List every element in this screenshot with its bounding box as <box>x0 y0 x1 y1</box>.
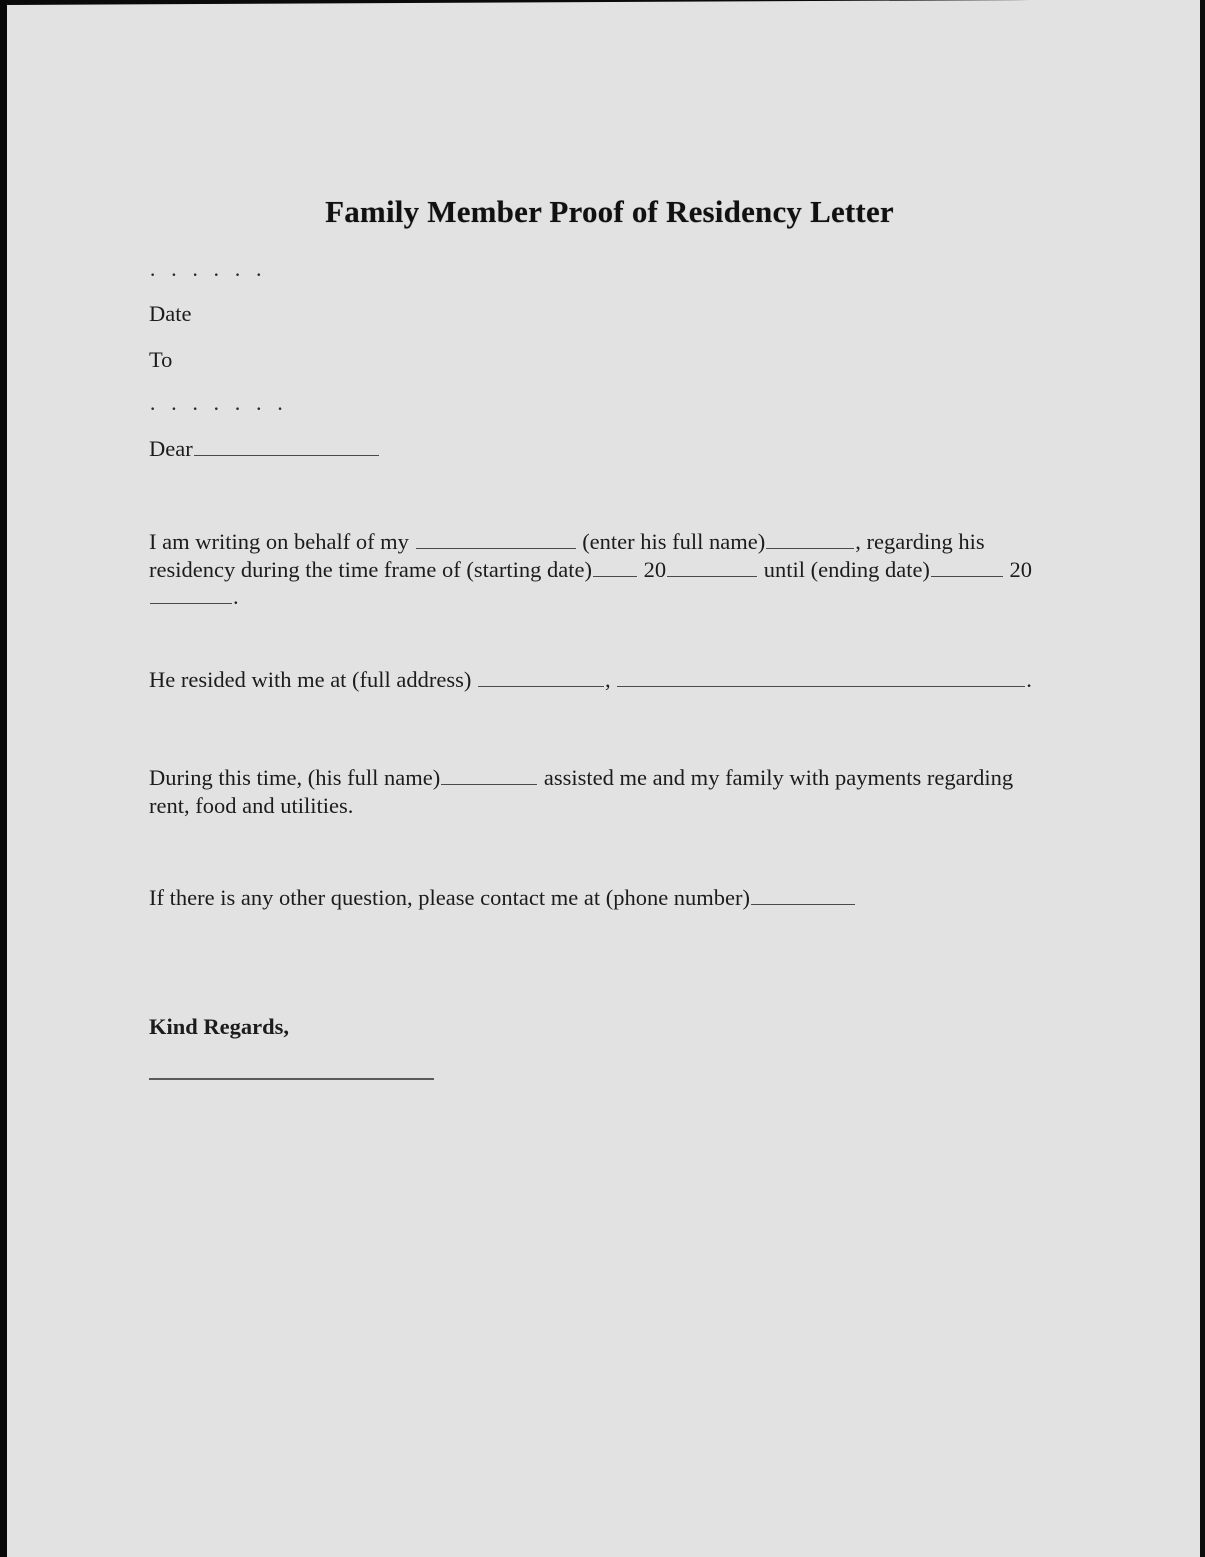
page-title: Family Member Proof of Residency Letter <box>325 194 894 229</box>
ending-date-blank-field[interactable] <box>931 559 1003 577</box>
signature-blank-field[interactable] <box>149 1078 434 1080</box>
header-dots-second: · · · · · · · <box>149 396 288 421</box>
to-label: To <box>149 347 173 372</box>
paragraph-1-segment-5: until (ending date) <box>763 556 930 582</box>
paragraph-2-segment-3: . <box>1026 667 1032 692</box>
sign-off-label: Kind Regards, <box>149 1014 290 1039</box>
phone-number-blank-field[interactable] <box>751 887 855 905</box>
page-sheet <box>7 6 1200 1557</box>
paragraph-4-segment-1: If there is any other question, please contact me at (phone number) <box>149 885 751 910</box>
paragraph-3-segment-2: assisted me and my family with payments regarding rent, food and utilities. <box>149 765 1014 818</box>
paragraph-1-segment-6: 20 <box>1009 556 1033 582</box>
paragraph-1-segment-7: . <box>233 584 239 609</box>
paragraph-1-segment-3: , regarding his residency during the time frame of (starting date) <box>149 529 985 582</box>
full-name-blank-field[interactable] <box>766 531 854 549</box>
header-dots-top: · · · · · · <box>149 262 267 287</box>
address-line2-blank-field[interactable] <box>617 669 1025 687</box>
relationship-blank-field[interactable] <box>416 531 576 549</box>
starting-date-blank-field[interactable] <box>593 559 637 577</box>
paragraph-2-segment-1: He resided with me at (full address) <box>149 667 472 692</box>
starting-year-blank-field[interactable] <box>667 559 757 577</box>
paragraph-1-segment-1: I am writing on behalf of my <box>149 529 409 554</box>
paragraph-address <box>149 666 1059 694</box>
assistant-name-blank-field[interactable] <box>441 767 537 785</box>
salutation-row <box>149 438 380 461</box>
paragraph-3-segment-1: During this time, (his full name) <box>149 765 441 790</box>
paragraph-assistance <box>149 764 1059 819</box>
salutation-label: Dear <box>149 436 193 461</box>
paragraph-1-segment-2: (enter his full name) <box>582 529 766 554</box>
salutation-blank-field[interactable] <box>194 438 379 456</box>
page-top-edge <box>7 0 1205 5</box>
paragraph-1-segment-4: 20 <box>643 556 667 582</box>
paragraph-contact <box>149 884 1059 912</box>
ending-year-blank-field[interactable] <box>150 586 232 604</box>
address-line1-blank-field[interactable] <box>478 669 604 687</box>
date-label: Date <box>149 301 192 326</box>
paragraph-residency-timeframe <box>149 528 1059 611</box>
paragraph-2-segment-2: , <box>605 667 611 692</box>
